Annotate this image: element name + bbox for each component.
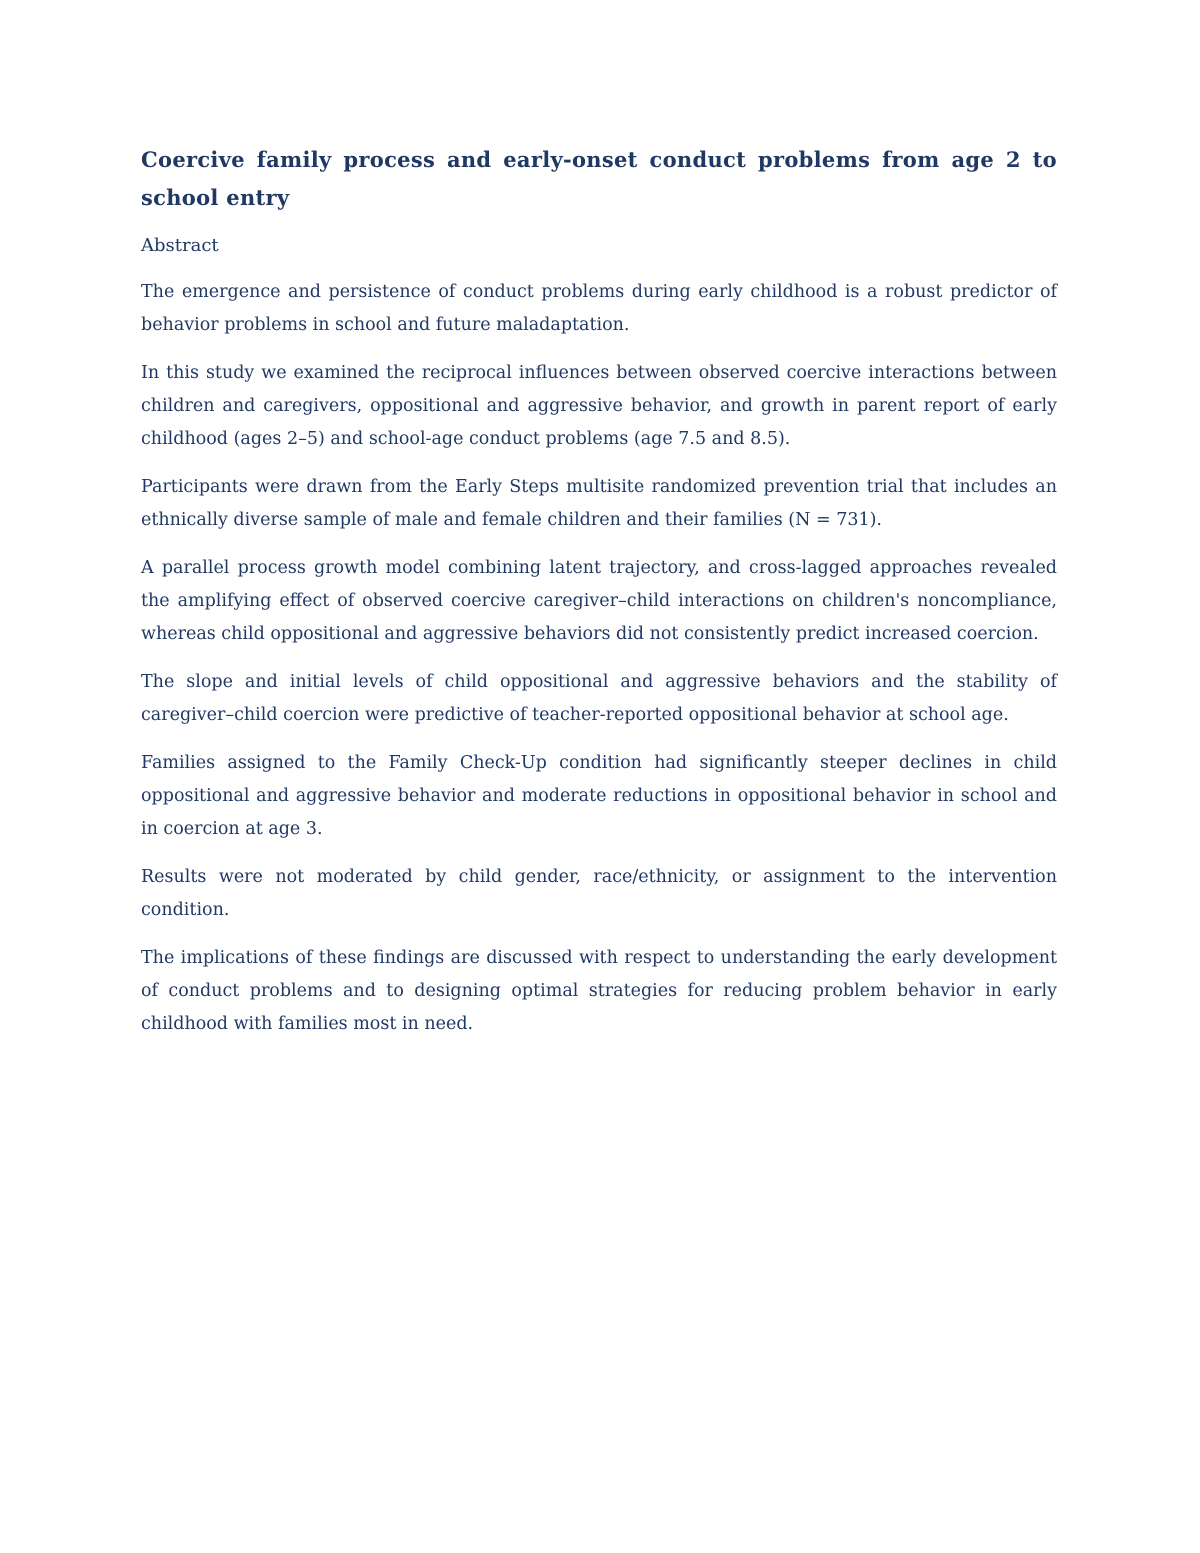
- abstract-paragraph-8: The implications of these findings are discussed with respect to understanding the early development of conduct problems and to designing optimal strategies for reducing problem behavior in early childhood with families most in need.: [141, 948, 1057, 1034]
- abstract-heading: Abstract: [141, 235, 219, 256]
- abstract-paragraph-7: Results were not moderated by child gender, race/ethnicity, or assignment to the intervention condition.: [141, 867, 1057, 920]
- abstract-paragraph-6: Families assigned to the Family Check-Up condition had significantly steeper declines in child oppositional and aggressive behavior and moderate reductions in oppositional behavior in school and in coercion at age 3.: [141, 753, 1057, 839]
- abstract-paragraph-3: Participants were drawn from the Early Steps multisite randomized prevention trial that includes an ethnically diverse sample of male and female children and their families (N = 731).: [141, 477, 1057, 530]
- abstract-paragraph-4: A parallel process growth model combining latent trajectory, and cross-lagged approaches revealed the amplifying effect of observed coercive caregiver–child interactions on children's noncompliance, whereas child oppositional and aggressive behaviors did not consistently predict increased coercion.: [141, 558, 1057, 644]
- document-body: [141, 141, 1057, 1056]
- abstract-paragraph-2: In this study we examined the reciprocal influences between observed coercive interactions between children and caregivers, oppositional and aggressive behavior, and growth in parent report of early childhood (ages 2–5) and school-age conduct problems (age 7.5 and 8.5).: [141, 363, 1057, 449]
- document-title: Coercive family process and early-onset conduct problems from age 2 to school entry: [141, 147, 1057, 210]
- abstract-paragraph-1: The emergence and persistence of conduct problems during early childhood is a robust predictor of behavior problems in school and future maladaptation.: [141, 282, 1057, 335]
- abstract-paragraph-5: The slope and initial levels of child oppositional and aggressive behaviors and the stability of caregiver–child coercion were predictive of teacher-reported oppositional behavior at school age.: [141, 672, 1057, 725]
